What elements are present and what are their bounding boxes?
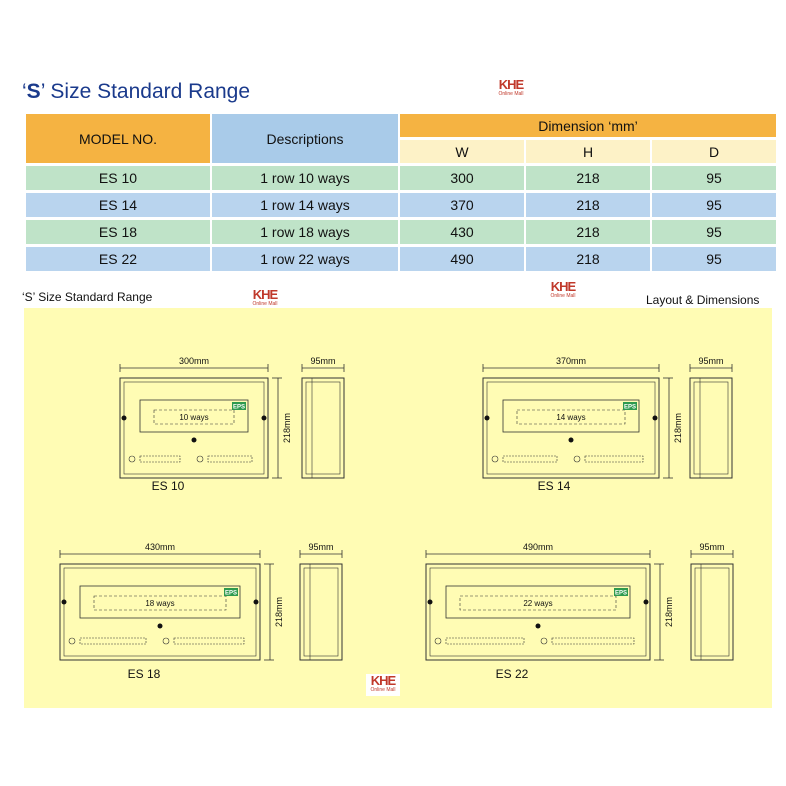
width-dimension-label: 490mm [522,542,554,552]
screw-dot [485,416,490,421]
screw-dot [158,624,163,629]
height-dimension-label: 218mm [274,596,284,628]
enclosure-front [120,378,268,478]
model-label: ES 14 [537,479,571,493]
ways-label: 18 ways [145,599,175,608]
header-d: D [652,140,776,163]
ways-label: 10 ways [179,413,209,422]
eps-badge-text: EPS [623,404,637,411]
khe-logo-mid-right: KHE Online Mall [546,280,580,302]
header-descriptions: Descriptions [212,114,398,163]
drawing-panel [24,308,772,708]
enclosure-side [302,378,344,478]
screw-dot [569,438,574,443]
model-label: ES 18 [127,667,161,681]
ways-label: 22 ways [523,599,553,608]
eps-badge-text: EPS [224,590,238,597]
screw-dot [254,600,259,605]
table-row: ES 22 1 row 22 ways 490 218 95 [26,247,776,271]
width-dimension-label: 430mm [144,542,176,552]
enclosure-side [300,564,342,660]
ways-label: 14 ways [556,413,586,422]
enclosure-front [426,564,650,660]
eps-badge-text: EPS [614,590,628,597]
screw-dot [192,438,197,443]
model-label: ES 22 [495,667,529,681]
height-dimension-label: 218mm [664,596,674,628]
width-dimension-label: 370mm [555,356,587,366]
screw-dot [62,600,67,605]
screw-dot [653,416,658,421]
eps-badge-text: EPS [232,404,246,411]
header-dimension: Dimension ‘mm’ [400,114,776,137]
screw-dot [644,600,649,605]
section-caption-left: ‘S’ Size Standard Range [22,290,153,304]
depth-dimension-label: 95mm [310,356,336,366]
enclosure-front [60,564,260,660]
khe-logo-mid-left: KHE Online Mall [248,288,282,310]
section-caption-right: Layout & Dimensions [646,293,760,307]
enclosure-side [691,564,733,660]
screw-dot [536,624,541,629]
screw-dot [428,600,433,605]
spec-table [24,111,778,274]
height-dimension-label: 218mm [673,412,683,444]
screw-dot [122,416,127,421]
header-w: W [400,140,524,163]
model-label: ES 10 [151,479,185,493]
table-row: ES 18 1 row 18 ways 430 218 95 [26,220,776,244]
khe-logo-bottom: KHE Online Mall [366,674,400,696]
height-dimension-label: 218mm [282,412,292,444]
table-row: ES 14 1 row 14 ways 370 218 95 [26,193,776,217]
enclosure-side [690,378,732,478]
screw-dot [262,416,267,421]
header-h: H [526,140,650,163]
title-letter: S [26,80,41,103]
table-row: ES 10 1 row 10 ways 300 218 95 [26,166,776,190]
depth-dimension-label: 95mm [698,356,724,366]
header-model: MODEL NO. [26,114,210,163]
width-dimension-label: 300mm [178,356,210,366]
khe-logo-top: KHE Online Mall [494,78,528,100]
depth-dimension-label: 95mm [699,542,725,552]
depth-dimension-label: 95mm [308,542,334,552]
dimension-drawings [24,308,772,708]
enclosure-front [483,378,659,478]
page-title: ‘S’ Size Standard Range [22,80,251,103]
